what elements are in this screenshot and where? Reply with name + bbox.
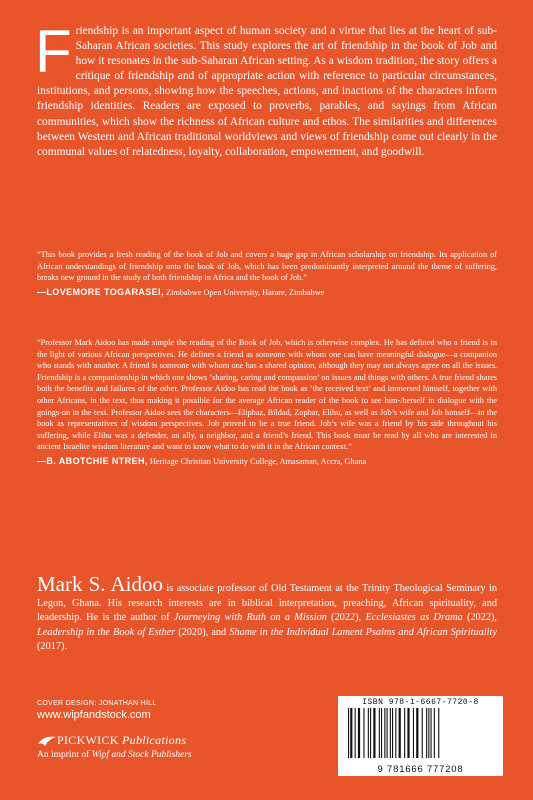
barcode-bar bbox=[381, 708, 382, 758]
barcode-bar bbox=[370, 708, 371, 758]
bio-text: (2017). bbox=[37, 641, 68, 652]
endorsement-attribution bbox=[37, 456, 497, 468]
endorsement-quote: “Professor Mark Aidoo has made simple the reading of the Book of Job, which is otherwise complex. He has defined who a friend is in the light of various African perspectives. He defines a friend as someone with whom one can have meaningful dialogue—a companion who stands with another. A friend is someone with whom one has a shared opinion, although they may not always agree on all the issues. Friendship is a companionship in which one shows ‘sharing, caring and compassion’ on issues and things with others. A true friend shares both the benefits and failures of the other. Professor Aidoo has read the book as ‘the received text’ and immersed himself, together with other Africans, in the text, thus making it possible for the average African reader of the book to see him-/herself in dialogue with the goings-on in the text. Professor Aidoo sees the characters—Eliphaz, Bildad, Zophar, Elihu, as well as Job’s wife and Job himself—in the book as representatives of wisdom perspectives. Job proved to be a true friend. Job’s wife was a friend by his side throughout his suffering, while Elihu was a defender, an ally, a neighbor, and a friend’s friend. This book must be read by all who are interested in ancient Israelite wisdom literature and want to know what to do with it in the African context.” bbox=[37, 338, 497, 452]
barcode-bar bbox=[384, 708, 385, 758]
cover-design-credit: COVER DESIGN: JONATHAN HILL bbox=[37, 700, 157, 707]
author-bio bbox=[37, 572, 497, 655]
barcode-bar bbox=[387, 708, 388, 758]
bio-text: (2022), bbox=[326, 612, 366, 623]
endorsement-quote: “This book provides a fresh reading of the book of Job and covers a huge gap in African scholarship on friendship. Its application of African understandings of friendship onto the book of Job, which has been predominantly interpreted around the theme of suffering, breaks new ground in the study of both friendship in Africa and the book of Job.” bbox=[37, 250, 497, 283]
barcode-bar bbox=[407, 708, 409, 758]
book-title: Ecclesiastes as Drama bbox=[365, 612, 463, 623]
endorser-name: —LOVEMORE TOGARASEI, bbox=[37, 286, 164, 297]
barcode-bar bbox=[416, 708, 418, 758]
barcode-bar bbox=[368, 708, 369, 758]
bio-text: (2020), and bbox=[175, 626, 230, 638]
endorser-name: —B. ABOTCHIE NTREH, bbox=[37, 455, 148, 466]
author-name: Mark S. Aidoo bbox=[37, 572, 163, 596]
credits bbox=[37, 700, 157, 721]
barcode-bar bbox=[379, 708, 380, 758]
book-title: Shame in the Individual Lament Psalms and African Spirituality bbox=[229, 626, 497, 638]
barcode-bar bbox=[373, 708, 375, 758]
barcode-bar bbox=[392, 708, 393, 758]
barcode-bar bbox=[390, 708, 391, 758]
book-description bbox=[35, 18, 497, 160]
endorsement bbox=[37, 249, 497, 298]
barcode-bar bbox=[358, 708, 360, 758]
barcode-bar bbox=[395, 708, 396, 758]
endorsement bbox=[37, 337, 497, 468]
barcode-bar bbox=[428, 708, 429, 758]
barcode-bar bbox=[426, 708, 427, 758]
barcode-bar bbox=[355, 708, 356, 758]
endorser-affiliation: Zimbabwe Open University, Harare, Zimbabwe bbox=[165, 287, 325, 297]
book-title: Leadership in the Book of Esther bbox=[37, 626, 176, 638]
description-text: riendship is an important aspect of human society and a virtue that lies at the heart of sub-Saharan African societies. This study explores the art of friendship in the book of Job and how it resonates in the sub-Saharan African setting. As a wisdom tradition, the story offers a critique of friendship and of appropriate action with reference to particular circumstances, institutions, and persons, showing how the speeches, actions, and inactions of the characters inform friendship identities. Readers are exposed to proverbs, parables, and sayings from African communities, which show the richness of African culture and ethos. The similarities and differences between Western and African traditional worldviews and views of friendship come out clearly in the communal values of relatedness, loyalty, collaboration, empowerment, and goodwill. bbox=[37, 25, 497, 158]
barcode-bar bbox=[404, 708, 405, 758]
isbn-label: ISBN 978-1-6667-7720-8 bbox=[362, 698, 479, 707]
bio-text: (2022), bbox=[462, 612, 497, 623]
barcode-bar bbox=[399, 708, 401, 758]
barcode-bar bbox=[434, 708, 435, 758]
endorser-affiliation: Heritage Christian University College, Amasaman, Accra, Ghana bbox=[149, 456, 367, 466]
pickwick-bird-icon bbox=[37, 734, 57, 748]
bio-text: is associate professor of Old Testament at the Trinity Theological Seminary in Legon, Ghana. His research interests are in biblical interpretation, preaching, African spirituality, and leadership. He is the author of bbox=[37, 583, 497, 623]
publisher-name: PICKWICK Publications bbox=[57, 733, 187, 747]
barcode-bars bbox=[344, 708, 497, 758]
publisher-website[interactable]: www.wipfandstock.com bbox=[37, 709, 151, 721]
barcode-bar bbox=[438, 708, 439, 758]
imprint-line: An imprint of Wipf and Stock Publishers bbox=[37, 750, 192, 760]
isbn-barcode bbox=[338, 696, 503, 776]
barcode-bar bbox=[431, 708, 432, 758]
endorsement-attribution bbox=[37, 287, 497, 299]
barcode-bar bbox=[348, 708, 349, 758]
book-title: Journeying with Ruth on a Mission bbox=[173, 612, 327, 623]
barcode-bar bbox=[413, 708, 414, 758]
barcode-bar bbox=[422, 708, 423, 758]
publisher-logo bbox=[37, 733, 287, 760]
barcode-bar bbox=[363, 708, 364, 758]
drop-cap: F bbox=[35, 18, 72, 85]
barcode-digits: 9 781666 777208 bbox=[377, 764, 464, 775]
barcode-bar bbox=[350, 708, 352, 758]
